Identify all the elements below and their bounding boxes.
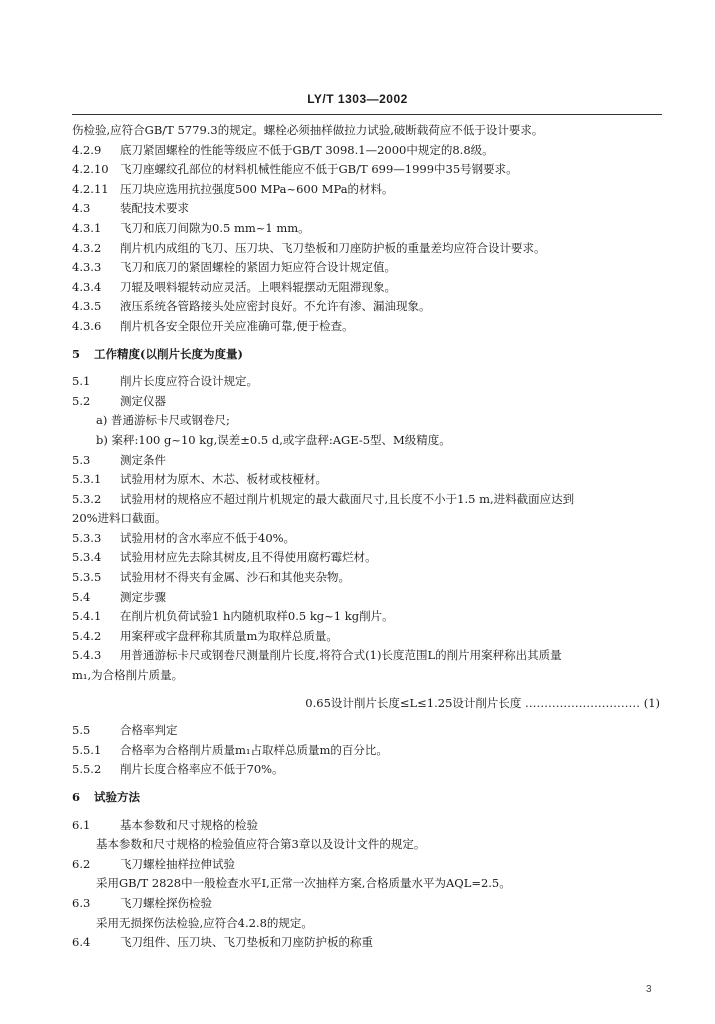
clause-text: 基本参数和尺寸规格的检验 xyxy=(120,817,258,832)
clause-number: 6.4 xyxy=(72,935,91,950)
clause-text: 削片长度合格率应不低于70%。 xyxy=(120,762,284,777)
clause-number: 5.1 xyxy=(72,374,91,389)
clause-number: 5.5.1 xyxy=(72,742,102,757)
header-divider xyxy=(72,114,662,115)
text-line xyxy=(72,914,672,934)
clause-number: 5.4 xyxy=(72,589,91,604)
clause-number: 5.3.2 xyxy=(72,491,102,506)
clause-text: 基本参数和尺寸规格的检验值应符合第3章以及设计文件的规定。 xyxy=(96,837,426,852)
clause-text: 削片机各安全限位开关应准确可靠,便于检查。 xyxy=(120,318,354,333)
text-line xyxy=(72,121,672,141)
text-line xyxy=(72,372,672,392)
text-line xyxy=(72,160,672,180)
clause-number: 4.3.1 xyxy=(72,220,102,235)
paragraph-gap xyxy=(72,713,672,721)
text-line xyxy=(72,666,672,686)
clause-number: 4.2.10 xyxy=(72,162,109,177)
text-line xyxy=(72,258,672,278)
clause-text: 液压系统各管路接头处应密封良好。不允许有渗、漏油现象。 xyxy=(120,299,431,314)
formula-line xyxy=(72,694,672,714)
clause-text: 试验用材应先去除其树皮,且不得使用腐朽霉烂材。 xyxy=(120,550,377,565)
clause-text: m₁,为合格削片质量。 xyxy=(72,668,184,683)
clause-text: 20%进料口截面。 xyxy=(72,511,167,526)
clause-number: 5.2 xyxy=(72,393,91,408)
clause-text: 削片长度应符合设计规定。 xyxy=(120,374,258,389)
clause-text: 刀辊及喂料辊转动应灵活。上喂料辊摆动无阻滞现象。 xyxy=(120,279,396,294)
text-line xyxy=(72,721,672,741)
text-line xyxy=(72,760,672,780)
clause-number: 4.3.2 xyxy=(72,240,102,255)
clause-text: 在削片机负荷试验1 h内随机取样0.5 kg~1 kg削片。 xyxy=(120,609,394,624)
text-line xyxy=(72,646,672,666)
text-line xyxy=(72,297,672,317)
clause-number: 4.3.4 xyxy=(72,279,102,294)
text-line xyxy=(72,894,672,914)
clause-number: 5.4.1 xyxy=(72,609,102,624)
text-line xyxy=(72,816,672,836)
text-line xyxy=(72,835,672,855)
page-number: 3 xyxy=(646,984,652,995)
text-line xyxy=(72,278,672,298)
clause-text: 飞刀组件、压刀块、飞刀垫板和刀座防护板的称重 xyxy=(120,935,373,950)
clause-number: 5.3.1 xyxy=(72,472,102,487)
text-line xyxy=(72,451,672,471)
clause-text: 装配技术要求 xyxy=(120,201,189,216)
text-line xyxy=(72,741,672,761)
section-heading xyxy=(72,788,672,808)
clause-text: 采用无损探伤法检验,应符合4.2.8的规定。 xyxy=(96,915,313,930)
text-line xyxy=(72,317,672,337)
clause-number: 4.3.6 xyxy=(72,318,102,333)
section-heading xyxy=(72,345,672,365)
clause-text: 飞刀和底刀的紧固螺栓的紧固力矩应符合设计规定值。 xyxy=(120,260,396,275)
text-line xyxy=(72,548,672,568)
clause-text: 合格率为合格削片质量m₁占取样总质量m的百分比。 xyxy=(120,742,388,757)
text-line xyxy=(72,219,672,239)
clause-text: 压刀块应选用抗拉强度500 MPa~600 MPa的材料。 xyxy=(120,181,394,196)
clause-text: 合格率判定 xyxy=(120,723,178,738)
clause-text: 0.65设计削片长度≤L≤1.25设计削片长度 ………………………… (1) xyxy=(305,695,660,710)
text-line xyxy=(72,490,672,510)
clause-text: 试验用材的含水率应不低于40%。 xyxy=(120,530,296,545)
clause-text: 飞刀和底刀间隙为0.5 mm~1 mm。 xyxy=(120,220,310,235)
clause-number: 6.1 xyxy=(72,817,91,832)
text-line xyxy=(72,529,672,549)
clause-text: 试验方法 xyxy=(94,790,140,804)
text-line xyxy=(72,239,672,259)
clause-text: 用案秤或字盘秤称其质量m为取样总质量。 xyxy=(120,628,338,643)
standard-header: LY/T 1303—2002 xyxy=(307,92,408,106)
clause-text: 试验用材为原木、木芯、板材或枝桠材。 xyxy=(120,472,327,487)
clause-number: 5.3.5 xyxy=(72,570,102,585)
text-line xyxy=(72,509,672,529)
clause-text: 测定步骤 xyxy=(120,589,166,604)
clause-number: 5.3.4 xyxy=(72,550,102,565)
clause-number: 5.5.2 xyxy=(72,762,102,777)
clause-text: 测定条件 xyxy=(120,452,166,467)
text-line xyxy=(72,470,672,490)
clause-number: 4.2.11 xyxy=(72,181,109,196)
clause-text: 飞刀座螺纹孔部位的材料机械性能应不低于GB/T 699—1999中35号钢要求。 xyxy=(120,162,518,177)
text-line xyxy=(72,431,672,451)
paragraph-gap xyxy=(72,686,672,694)
clause-number: 6.3 xyxy=(72,895,91,910)
clause-text: 底刀紧固螺栓的性能等级应不低于GB/T 3098.1—2000中规定的8.8级。 xyxy=(120,142,494,157)
clause-number: 4.3.5 xyxy=(72,299,102,314)
text-line xyxy=(72,180,672,200)
clause-text: b) 案秤:100 g~10 kg,误差±0.5 d,或字盘秤:AGE-5型、M级精度。 xyxy=(96,432,451,447)
clause-number: 6 xyxy=(72,790,81,804)
clause-text: 工作精度(以削片长度为度量) xyxy=(94,346,243,361)
text-line xyxy=(72,933,672,953)
clause-text: 削片机内成组的飞刀、压刀块、飞刀垫板和刀座防护板的重量差均应符合设计要求。 xyxy=(120,240,546,255)
clause-number: 5.3 xyxy=(72,452,91,467)
clause-number: 5.4.2 xyxy=(72,628,102,643)
clause-text: 伤检验,应符合GB/T 5779.3的规定。螺栓必须抽样做拉力试验,破断载荷应不低于设计要求。 xyxy=(72,123,544,137)
clause-number: 5.5 xyxy=(72,723,91,738)
paragraph-gap xyxy=(72,337,672,345)
clause-number: 4.2.9 xyxy=(72,142,102,157)
paragraph-gap xyxy=(72,808,672,816)
clause-text: 飞刀螺栓探伤检验 xyxy=(120,895,212,910)
clause-text: 试验用材不得夹有金属、沙石和其他夹杂物。 xyxy=(120,570,350,585)
clause-number: 5.4.3 xyxy=(72,648,102,663)
text-line xyxy=(72,411,672,431)
paragraph-gap xyxy=(72,780,672,788)
text-line xyxy=(72,627,672,647)
text-line xyxy=(72,199,672,219)
text-line xyxy=(72,874,672,894)
text-line xyxy=(72,607,672,627)
clause-number: 4.3 xyxy=(72,201,91,216)
paragraph-gap xyxy=(72,364,672,372)
clause-number: 6.2 xyxy=(72,856,91,871)
text-line xyxy=(72,855,672,875)
clause-text: a) 普通游标卡尺或钢卷尺; xyxy=(96,413,230,428)
clause-number: 4.3.3 xyxy=(72,260,102,275)
text-line xyxy=(72,588,672,608)
document-body xyxy=(72,121,672,953)
clause-number: 5.3.3 xyxy=(72,530,102,545)
clause-text: 采用GB/T 2828中一般检查水平Ⅰ,正常一次抽样方案,合格质量水平为AQL=2.5。 xyxy=(96,876,511,891)
clause-text: 测定仪器 xyxy=(120,393,166,408)
text-line xyxy=(72,568,672,588)
text-line xyxy=(72,141,672,161)
clause-number: 5 xyxy=(72,346,81,361)
clause-text: 飞刀螺栓抽样拉伸试验 xyxy=(120,856,235,871)
text-line xyxy=(72,392,672,412)
clause-text: 试验用材的规格应不超过削片机规定的最大截面尺寸,且长度不小于1.5 m,进料截面应达到 xyxy=(120,491,575,506)
clause-text: 用普通游标卡尺或钢卷尺测量削片长度,将符合式(1)长度范围L的削片用案秤称出其质量 xyxy=(120,648,562,663)
